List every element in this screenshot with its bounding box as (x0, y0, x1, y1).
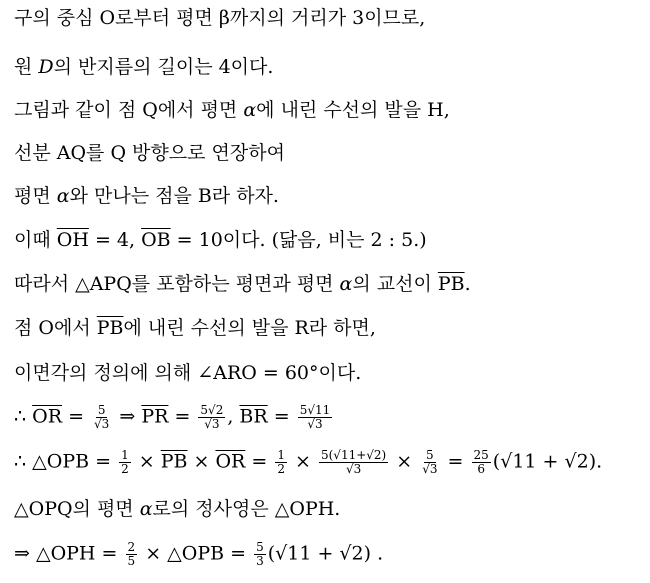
fraction (420, 449, 439, 476)
segment: $\overline{PB}$ (437, 273, 465, 295)
segment: $\overline{BR}$ (239, 405, 268, 428)
segment: $\overline{OH}$ (56, 229, 89, 251)
line-1 (14, 6, 425, 30)
math-var: α (339, 273, 353, 295)
line-12 (14, 497, 340, 521)
text: 점 O에서 (14, 317, 97, 339)
numerator: 25 (473, 448, 489, 462)
text: 그림과 같이 점 Q에서 평면 (14, 99, 244, 121)
math-var: α (243, 99, 257, 121)
numerator: 5 (97, 403, 106, 417)
text: 의 반지름의 길이는 4이다. (53, 56, 274, 78)
text: 와 만나는 점을 B라 하자. (69, 185, 279, 207)
text: × (288, 450, 317, 473)
text: ⇒ △OPH = (14, 542, 124, 565)
text: 구의 중심 O로부터 평면 β까지의 거리가 3이므로, (14, 7, 426, 29)
line-5 (14, 184, 279, 208)
math-var: D (38, 56, 54, 78)
text: (√11 + √2) . (267, 542, 384, 565)
text: = (441, 450, 470, 473)
denominator: 2 (121, 462, 129, 476)
line-4 (14, 141, 285, 165)
segment: $\overline{OR}$ (32, 405, 63, 428)
numerator: 5√2 (200, 403, 224, 417)
text: 이면각의 정의에 의해 ∠ARO = 60°이다. (14, 362, 362, 384)
text: . (464, 273, 471, 295)
text: 에 내린 수선의 발을 H, (256, 99, 450, 121)
text: = (245, 450, 274, 473)
text: = (267, 405, 296, 428)
fraction (198, 404, 225, 431)
text: 의 교선이 (352, 273, 438, 295)
denominator: √3 (422, 462, 438, 476)
fraction (119, 449, 131, 476)
fraction (92, 404, 111, 431)
text: × (132, 450, 161, 473)
segment: $\overline{OB}$ (141, 229, 171, 251)
text: 이때 (14, 229, 57, 251)
text: △OPQ의 평면 (14, 498, 140, 520)
text: = (168, 405, 197, 428)
math-var: α (56, 185, 70, 207)
text: 선분 AQ를 Q 방향으로 연장하여 (14, 142, 285, 164)
numerator: 1 (277, 448, 285, 462)
numerator: 2 (127, 540, 136, 554)
denominator: √3 (345, 462, 362, 476)
text: ∴ △OPB = (14, 450, 118, 473)
fraction (298, 404, 333, 431)
denominator: 6 (477, 462, 485, 476)
text: × (390, 450, 419, 473)
fraction (126, 541, 138, 568)
numerator: 1 (121, 448, 129, 462)
denominator: √3 (94, 417, 110, 431)
text: = 10이다. (닮음, 비는 2 : 5.) (170, 229, 427, 251)
text: 원 (14, 56, 39, 78)
text: (√11 + √2). (492, 450, 603, 473)
numerator: 5 (426, 448, 434, 462)
line-8 (14, 316, 376, 340)
numerator: 5√11 (299, 403, 331, 417)
fraction (319, 449, 388, 476)
denominator: 2 (277, 462, 285, 476)
text: 에 내린 수선의 발을 R라 하면, (123, 317, 376, 339)
text: , (227, 405, 240, 428)
fraction (275, 449, 287, 476)
line-6 (14, 228, 427, 252)
denominator: √3 (204, 417, 220, 431)
text: 평면 (14, 185, 57, 207)
fraction (472, 449, 491, 476)
segment: $\overline{PB}$ (160, 450, 188, 473)
math-var: α (139, 498, 153, 520)
line-9 (14, 361, 361, 385)
text: × △OPB = (139, 542, 253, 565)
denominator: √3 (307, 417, 323, 431)
line-3 (14, 98, 450, 122)
text: 따라서 △APQ를 포함하는 평면과 평면 (14, 273, 340, 295)
fraction (254, 541, 266, 568)
denominator: 3 (256, 554, 264, 568)
segment: $\overline{PB}$ (96, 317, 124, 339)
line-10 (14, 404, 334, 431)
text: = 4, (88, 229, 142, 251)
line-2 (14, 55, 273, 79)
line-7 (14, 272, 471, 296)
numerator: 5 (256, 540, 264, 554)
line-13 (14, 541, 383, 568)
text: × (187, 450, 216, 473)
line-11 (14, 449, 602, 476)
segment: $\overline{OR}$ (215, 450, 246, 473)
segment: $\overline{PR}$ (141, 405, 169, 428)
numerator: 5(√11+√2) (320, 448, 387, 462)
text: = (62, 405, 91, 428)
text: 로의 정사영은 △OPH. (152, 498, 341, 520)
text: ⇒ (113, 405, 142, 428)
text: ∴ (14, 405, 33, 428)
denominator: 5 (127, 554, 136, 568)
